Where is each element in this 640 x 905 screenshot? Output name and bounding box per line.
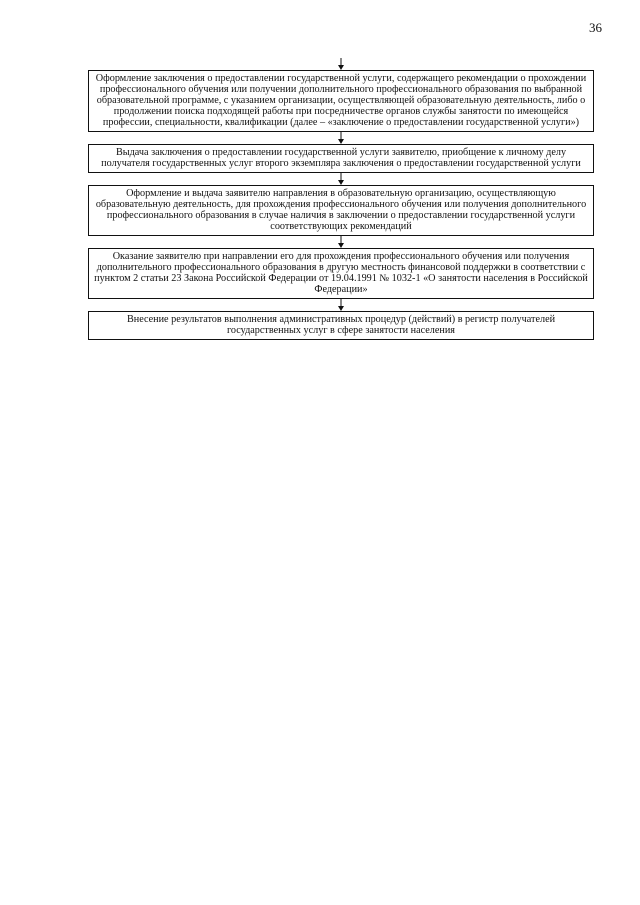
flow-step-financial-support: Оказание заявителю при направлении его для прохождения профессионального обучения или получения дополнительного профессионального образования в другую местность финансовой поддержки в соответствии с пунктом 2 статьи 23 Закона Российской Федерации от 19.04.1991 № 1032-1 «О занятости населения в Российской Федерации» [88,248,594,299]
arrow-down-icon [88,58,594,70]
arrow-down-icon [88,132,594,144]
flow-step-registry-entry: Внесение результатов выполнения административных процедур (действий) в регистр получателей государственных услуг в сфере занятости населения [88,311,594,340]
arrow-down-icon [88,173,594,185]
page-number: 36 [589,20,602,35]
flow-step-referral-issuance: Оформление и выдача заявителю направления в образовательную организацию, осуществляющую образовательную деятельность, для прохождения профессионального обучения или получения дополнительного профессионального образования в случае наличия в заключении о предоставлении государственной услуги соответствующих рекомендаций [88,185,594,236]
arrow-down-icon [88,299,594,311]
flowchart [88,58,594,340]
flow-step-conclusion-issuance: Выдача заключения о предоставлении государственной услуги заявителю, приобщение к личному делу получателя государственных услуг второго экземпляра заключения о предоставлении государственной услуги [88,144,594,173]
arrow-down-icon [88,236,594,248]
flow-step-conclusion-preparation: Оформление заключения о предоставлении государственной услуги, содержащего рекомендации о прохождении профессионального обучения или получении дополнительного профессионального образования по выбранной образовательной программе, с указанием организации, осуществляющей образовательную деятельность, либо о продолжении поиска подходящей работы при посредничестве органов службы занятости по имеющейся профессии, специальности, квалификации (далее – «заключение о предоставлении государственной услуги») [88,70,594,132]
